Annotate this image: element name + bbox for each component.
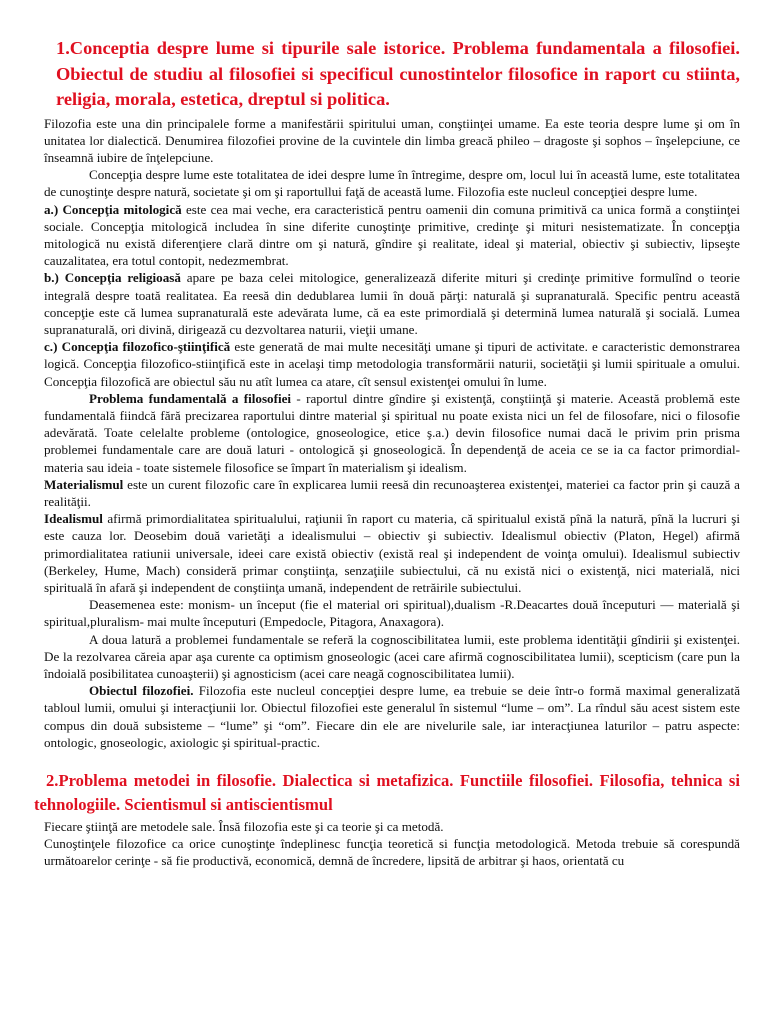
- paragraph: [44, 476, 740, 510]
- paragraph: [44, 201, 740, 270]
- paragraph: [44, 390, 740, 476]
- term-label: Idealismul: [44, 511, 103, 527]
- paragraph: A doua latură a problemei fundamentale se referă la cognoscibilitatea lumii, este problema identităţii gîndirii şi existenţei. De la rezolvarea căreia apar aşa curente ca optimism gnoseologic (acei care afirmă cognoscibilitatea lumii), scepticism (care pun la îndoială posibilitatea cunoaşterii) şi agnosticism (acei care neagă cognoscibilitatea lumii).: [44, 631, 740, 681]
- term-text: este generată de mai multe necesităţi umane şi tipuri de activitate. e caracteristic demonstrarea logică. Concepţia filozofico-stiinţifică este in acelaşi timp metodologia transformării naturii, societăţii şi lumii spirituale a omului. Concepţia filozofică are obiectul său nu atît lumea ca atare, cît sensul existenţei omului în lume.: [44, 339, 741, 389]
- term-label: Obiectul filozofiei.: [89, 683, 194, 699]
- term-text: afirmă primordialitatea spiritualului, raţiunii în raport cu materia, că spiritualul există pînă la natură, pînă la lucruri şi este cauza lor. Deosebim două varietăţi a idealismului – obiectiv şi subiectiv. Idealismul obiectiv (Platon, Hegel) afirmă primordialitatea ratiunii universale, ideei care există obiectiv (există real şi independent de voinţa omului). Idealismul subiectiv (Berkeley, Hume, Mach) consideră primar conştiinţa, senzaţiile subiectului, că nu există nici o existenţă, nici materială, nici spirituală în afară şi independent de conştiinţa umană, independent de retrăirile subiectului.: [44, 511, 740, 595]
- term-label: b.) Concepţia religioasă: [44, 270, 181, 286]
- paragraph: [44, 269, 740, 338]
- section-2-body: [44, 818, 740, 870]
- paragraph: Cunoştinţele filozofice ca orice cunoştinţe îndeplinesc funcţia teoretică si funcţia metodologică. Metoda trebuie să corespundă următoarelor cerinţe - să fie productivă, economică, demnă de încredere, lipsită de arbitrar şi haos, orientată cu: [44, 836, 740, 869]
- paragraph: Concepţia despre lume este totalitatea de idei despre lume în întregime, despre om, locul lui în această lume, este totalitatea de cunoştinţe despre natură, societate şi om şi raportullui faţă de această lume. Filozofia este nucleul concepţiei despre lume.: [44, 167, 740, 200]
- paragraph: [44, 338, 740, 390]
- term-text: este cea mai veche, era caracteristică pentru oamenii din comuna primitivă ca unica formă a conştiinţei sociale. Concepţia mitologică includea în sine diferite cunoştinţe primitive, credinţe şi mituri nesistematizate. În concepţia mitologică nu există diferenţiere clară dintre om şi natură, gîndire şi realitate, ideal şi material, obiectiv şi subiectiv, lipseşte cauzalitatea, era totul contopit, nedezmembrat.: [44, 201, 740, 269]
- term-label: c.) Concepţia filozofico-ştiinţifică: [44, 339, 231, 355]
- paragraph: Filozofia este una din principalele forme a manifestării spiritului uman, conştiinţei umame. Ea este teoria despre lume şi om în unitatea lor dialectică. Denumirea filozofiei provine de la cuvintele din limba greacă phileo – dragoste şi sophos – înşelepciune, ce înseamnă iubire de înţelepciune.: [44, 115, 740, 165]
- term-label: Problema fundamentală a filosofiei: [89, 390, 292, 406]
- term-text: Filozofia este nucleul concepţiei despre lume, ea trebuie se deie într-o formă maximal generalizată tabloul lumii, omului şi interacţiunii lor. Obiectul filozofiei este generalul în sistemul “lume – om”. La rîndul său acest sistem este compus din două subsisteme – “lume” şi “om”. Fiecare din ele are nivelurile sale, iar interacţiunea laturilor – patru aspecte: ontologic, gnoseologic, axiologic şi spiritual-practic.: [44, 683, 741, 750]
- term-text: apare pe baza celei mitologice, generalizează diferite mituri şi credinţe primitive formulînd o teorie integrală despre toată realitatea. Ea reesă din dedublarea lumii în două părţi: naturală şi supranaturală. Specific pentru această concepţie este că lumea supranaturală este adevărata lume, că ea este primordială şi determină lumea naturală şi socială. Lumea supranaturală, ori divină, dirigează cu dezvoltarea naturii, vieţii umane.: [44, 270, 740, 337]
- section-1-body: [44, 115, 740, 752]
- section-1-heading: 1.Conceptia despre lume si tipurile sale istorice. Problema fundamentala a filosofiei. Obiectul de studiu al filosofiei si specificul cunostintelor filosofice in raport cu stiinta, religia, morala, estetica, dreptul si politica.: [56, 38, 740, 109]
- term-text: este un curent filozofic care în explicarea lumii reesă din recunoaşterea existenţei, materiei ca factor prin şi cauză a realităţii.: [44, 476, 740, 509]
- paragraph: Deasemenea este: monism- un început (fie el material ori spiritual),dualism -R.Deacartes două începuturi — materială şi spiritual,pluralism- mai multe începuturi (Empedocle, Pitagora, Anaxagora).: [44, 597, 740, 630]
- term-label: Materialismul: [44, 476, 124, 492]
- section-2-heading: 2.Problema metodei in filosofie. Dialectica si metafizica. Functiile filosofiei. Filosofia, tehnica si tehnologiile. Scientismul si antiscientismul: [34, 771, 740, 814]
- paragraph: [44, 682, 740, 751]
- paragraph: Fiecare ştiinţă are metodele sale. Însă filozofia este şi ca teorie şi ca metodă.: [44, 819, 444, 835]
- paragraph: [44, 510, 740, 596]
- term-label: a.) Concepţia mitologică: [44, 201, 182, 217]
- term-text: - raportul dintre gîndire şi existenţă, conştiinţă şi materie. Această problemă este fundamentală fiindcă fără precizarea raportului dintre material şi spiritual nu poate exista nici un fel de filosofare, nici o filosofie adevărată. Toate celelalte probleme (ontologice, gnoseologice, etice ş.a.) devin filosofice numai dacă le privim prin prisma problemei fundamentale care are două laturi - ontologică şi gnoseologică. În dependenţă de aceia ce se ia ca factor primordial- materia sau ideia - toate sistemele filosofice se împart în materialism şi idealism.: [44, 390, 740, 475]
